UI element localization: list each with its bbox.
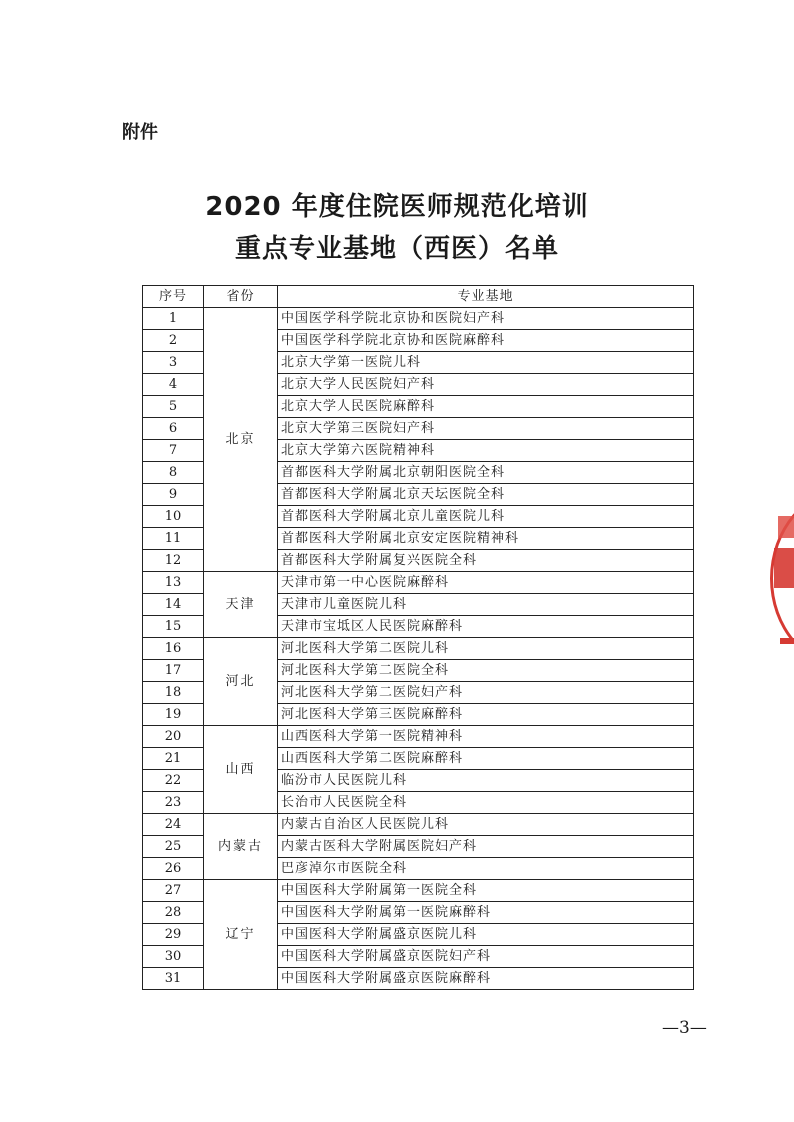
table-row	[143, 638, 694, 660]
row-index: 20	[143, 726, 204, 748]
row-index: 25	[143, 836, 204, 858]
row-index: 16	[143, 638, 204, 660]
row-index: 30	[143, 946, 204, 968]
document-title-line1: 2020 年度住院医师规范化培训	[205, 192, 589, 222]
base-name-cell: 北京大学第一医院儿科	[278, 352, 694, 374]
table-row	[143, 880, 694, 902]
column-header-province: 省份	[204, 286, 278, 308]
table-row	[143, 308, 694, 330]
base-name-cell: 首都医科大学附属北京安定医院精神科	[278, 528, 694, 550]
province-cell: 北京	[204, 308, 278, 572]
base-name-cell: 中国医科大学附属盛京医院儿科	[278, 924, 694, 946]
base-name-cell: 河北医科大学第二医院儿科	[278, 638, 694, 660]
row-index: 9	[143, 484, 204, 506]
row-index: 1	[143, 308, 204, 330]
base-name-cell: 首都医科大学附属北京天坛医院全科	[278, 484, 694, 506]
province-cell: 内蒙古	[204, 814, 278, 880]
column-header-index: 序号	[143, 286, 204, 308]
base-name-cell: 长治市人民医院全科	[278, 792, 694, 814]
table-header-row	[143, 286, 694, 308]
province-cell: 辽宁	[204, 880, 278, 990]
province-cell: 河北	[204, 638, 278, 726]
row-index: 11	[143, 528, 204, 550]
row-index: 19	[143, 704, 204, 726]
province-cell: 山西	[204, 726, 278, 814]
row-index: 2	[143, 330, 204, 352]
row-index: 12	[143, 550, 204, 572]
document-title-line2: 重点专业基地（西医）名单	[234, 234, 559, 264]
table-row	[143, 726, 694, 748]
row-index: 8	[143, 462, 204, 484]
row-index: 23	[143, 792, 204, 814]
table-row	[143, 572, 694, 594]
row-index: 17	[143, 660, 204, 682]
base-name-cell: 北京大学第三医院妇产科	[278, 418, 694, 440]
base-name-cell: 中国医科大学附属盛京医院妇产科	[278, 946, 694, 968]
base-name-cell: 天津市第一中心医院麻醉科	[278, 572, 694, 594]
province-cell: 天津	[204, 572, 278, 638]
base-name-cell: 中国医学科学院北京协和医院麻醉科	[278, 330, 694, 352]
row-index: 27	[143, 880, 204, 902]
base-name-cell: 中国医学科学院北京协和医院妇产科	[278, 308, 694, 330]
row-index: 15	[143, 616, 204, 638]
attachment-label: 附件	[122, 122, 158, 143]
row-index: 10	[143, 506, 204, 528]
row-index: 14	[143, 594, 204, 616]
column-header-base: 专业基地	[278, 286, 694, 308]
base-name-cell: 河北医科大学第三医院麻醉科	[278, 704, 694, 726]
base-name-cell: 内蒙古自治区人民医院儿科	[278, 814, 694, 836]
base-name-cell: 河北医科大学第二医院全科	[278, 660, 694, 682]
row-index: 21	[143, 748, 204, 770]
base-name-cell: 临汾市人民医院儿科	[278, 770, 694, 792]
base-name-cell: 中国医科大学附属盛京医院麻醉科	[278, 968, 694, 990]
row-index: 26	[143, 858, 204, 880]
base-name-cell: 首都医科大学附属北京朝阳医院全科	[278, 462, 694, 484]
base-name-cell: 中国医科大学附属第一医院全科	[278, 880, 694, 902]
base-name-cell: 内蒙古医科大学附属医院妇产科	[278, 836, 694, 858]
base-name-cell: 北京大学人民医院妇产科	[278, 374, 694, 396]
row-index: 13	[143, 572, 204, 594]
row-index: 28	[143, 902, 204, 924]
page-number: —3—	[662, 1018, 707, 1038]
table-body	[143, 308, 694, 990]
row-index: 7	[143, 440, 204, 462]
row-index: 24	[143, 814, 204, 836]
table-row	[143, 814, 694, 836]
row-index: 31	[143, 968, 204, 990]
official-seal-fragment	[770, 488, 794, 663]
row-index: 4	[143, 374, 204, 396]
base-name-cell: 河北医科大学第二医院妇产科	[278, 682, 694, 704]
base-name-cell: 天津市宝坻区人民医院麻醉科	[278, 616, 694, 638]
base-name-cell: 首都医科大学附属北京儿童医院儿科	[278, 506, 694, 528]
row-index: 22	[143, 770, 204, 792]
row-index: 6	[143, 418, 204, 440]
base-name-cell: 天津市儿童医院儿科	[278, 594, 694, 616]
base-name-cell: 首都医科大学附属复兴医院全科	[278, 550, 694, 572]
base-name-cell: 山西医科大学第一医院精神科	[278, 726, 694, 748]
row-index: 18	[143, 682, 204, 704]
base-name-cell: 巴彦淖尔市医院全科	[278, 858, 694, 880]
base-name-cell: 北京大学人民医院麻醉科	[278, 396, 694, 418]
base-name-cell: 中国医科大学附属第一医院麻醉科	[278, 902, 694, 924]
row-index: 5	[143, 396, 204, 418]
row-index: 29	[143, 924, 204, 946]
row-index: 3	[143, 352, 204, 374]
base-name-cell: 北京大学第六医院精神科	[278, 440, 694, 462]
base-list-table	[142, 285, 694, 990]
base-name-cell: 山西医科大学第二医院麻醉科	[278, 748, 694, 770]
